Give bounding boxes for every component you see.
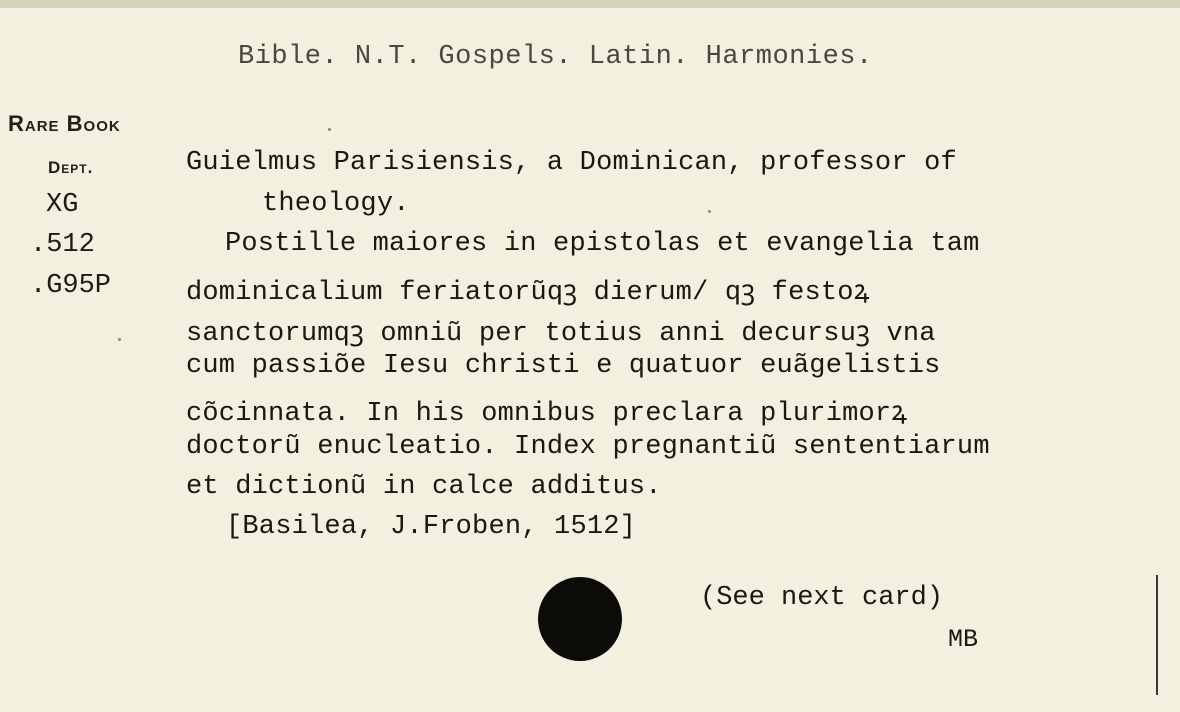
card-right-rule <box>1156 575 1158 695</box>
paper-speck <box>118 338 121 341</box>
title-line-7: et dictionũ in calce additus. <box>186 472 662 502</box>
cataloger-initials: MB <box>948 625 979 654</box>
location-stamp-line-2: Dept. <box>48 158 94 177</box>
paper-speck <box>328 128 331 131</box>
continuation-note: (See next card) <box>700 583 944 613</box>
author-line: Guielmus Parisiensis, a Dominican, professor of <box>186 148 957 178</box>
punch-hole <box>538 577 622 661</box>
call-number-line-3: .G95P <box>30 271 112 301</box>
card-top-edge <box>0 0 1180 8</box>
title-line-1: Postille maiores in epistolas et evangelia tam <box>225 229 980 259</box>
title-line-6: doctorũ enucleatio. Index pregnantiũ sententiarum <box>186 432 990 462</box>
author-line-continued: theology. <box>262 189 410 219</box>
title-line-3: sanctorumqꝫ omniũ per totius anni decursuꝫ vna <box>186 319 936 349</box>
title-line-5: cõcinnata. In his omnibus preclara plurimorꝝ <box>186 399 908 429</box>
title-line-2: dominicalium feriatorũqꝫ dierum/ qꝫ festoꝝ <box>186 278 870 308</box>
subject-heading: Bible. N.T. Gospels. Latin. Harmonies. <box>238 42 873 72</box>
call-number-line-2: .512 <box>30 230 95 260</box>
imprint-line: [Basilea, J.Froben, 1512] <box>226 512 637 542</box>
location-stamp-line-1: Rare Book <box>8 111 121 136</box>
call-number-line-1: XG <box>46 190 79 220</box>
title-line-4: cum passiõe Iesu christi e quatuor euãgelistis <box>186 351 941 381</box>
paper-speck <box>708 210 711 213</box>
